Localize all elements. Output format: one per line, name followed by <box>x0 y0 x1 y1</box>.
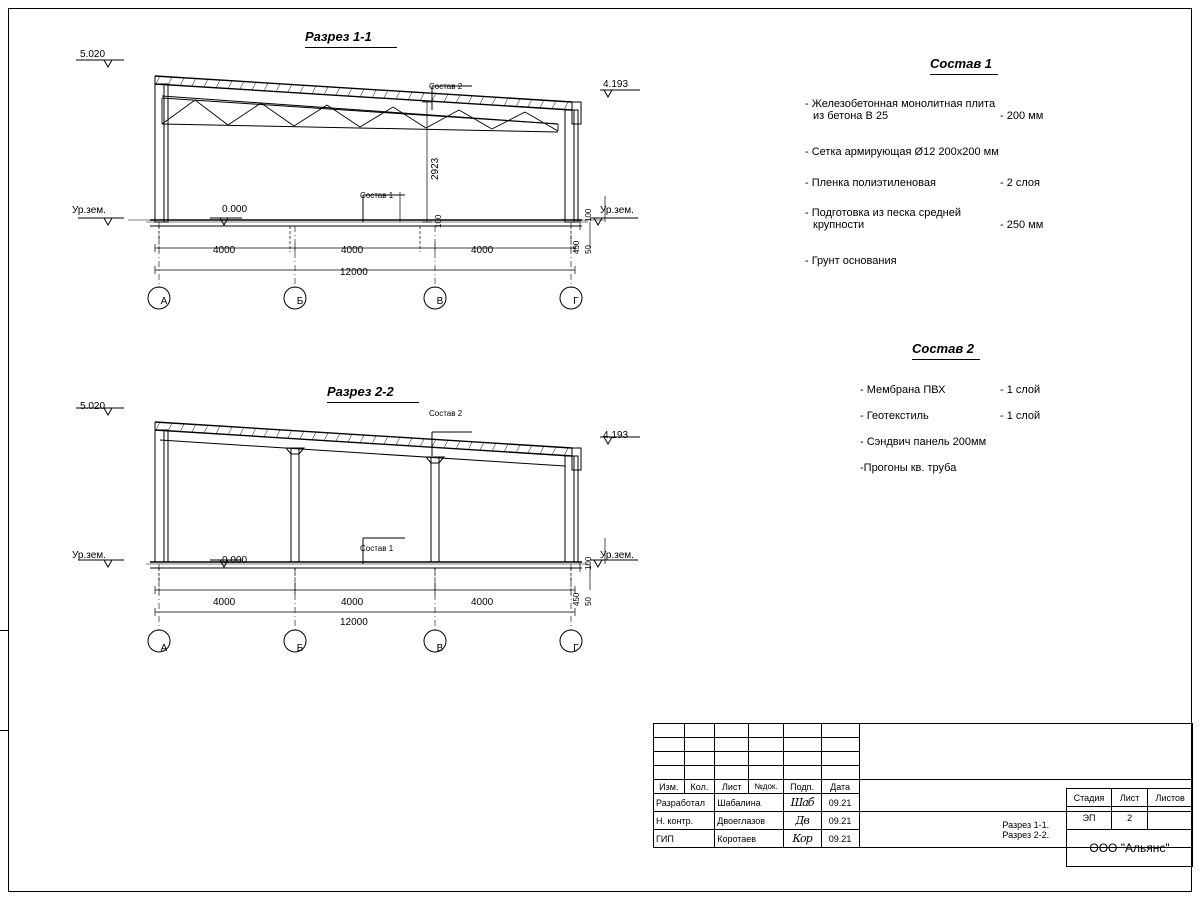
section-1-level-top-left: 5.020 <box>80 49 106 60</box>
stamp-role-developer: Разработал <box>654 794 715 812</box>
stamp-header-podp: Подп. <box>783 780 821 794</box>
stamp-empty-row <box>654 724 1193 738</box>
spec1-title: Состав 1 <box>930 55 998 75</box>
stamp-sign-controller: Дв <box>783 812 821 830</box>
left-margin-mark-2 <box>0 730 8 731</box>
stamp-header-sheets: Листов <box>1148 789 1193 807</box>
section-1-dim-100b: 100 <box>584 208 593 222</box>
section-1-dim-2923: 2923 <box>430 157 441 180</box>
stamp-sign-gip: Кор <box>783 830 821 848</box>
stamp-stage-headers <box>1067 789 1193 807</box>
spec2-item-2: - Геотекстиль - 1 слой <box>860 410 1041 422</box>
section-2-axis-g: Г <box>573 643 579 654</box>
spec1-item-3: - Пленка полиэтиленовая - 2 слоя <box>805 177 1041 189</box>
section-1-dim-span-1: 4000 <box>213 245 236 256</box>
section-2-dim-total: 12000 <box>340 617 368 628</box>
section-1-axis-b: Б <box>296 296 304 307</box>
section-2-dim-span-1: 4000 <box>213 597 236 608</box>
stamp-header-sheet: Лист <box>1111 789 1147 807</box>
title-block <box>653 723 1193 885</box>
stamp-sign-developer: Шаб <box>783 794 821 812</box>
section-1-dim-span-2: 4000 <box>341 245 364 256</box>
stamp-name-gip: Коротаев <box>715 830 783 848</box>
section-2-axis-b: Б <box>296 643 304 654</box>
section-2-level-top-right: 4.193 <box>603 430 629 441</box>
section-1-callout-sostav1: Состав 1 <box>360 191 394 200</box>
sheet-title-line1: Разрез 1-1. <box>1002 819 1050 830</box>
section-1-level-zero: 0.000 <box>222 204 248 215</box>
section-1-axis-a: А <box>160 296 168 307</box>
sheet-title-line2: Разрез 2-2. <box>1002 829 1050 840</box>
stamp-value-stage: ЭП <box>1067 807 1112 830</box>
section-2-callout-sostav1: Состав 1 <box>360 544 394 553</box>
section-2-title: Разрез 2-2 <box>327 383 419 403</box>
section-2-dim-50: 50 <box>584 597 593 606</box>
stamp-stage-values <box>1067 807 1193 830</box>
left-margin-mark-1 <box>0 630 8 631</box>
spec1-item-5: - Грунт основания <box>805 255 897 267</box>
spec1-item-2: - Сетка армирующая Ø12 200х200 мм <box>805 146 999 158</box>
stamp-header-list: Лист <box>715 780 749 794</box>
section-1-level-top-right: 4.193 <box>603 79 629 90</box>
section-1-dim-total: 12000 <box>340 267 368 278</box>
section-2-axis-a: А <box>160 643 168 654</box>
stamp-company: ООО "Альянс" <box>1067 830 1193 867</box>
section-1-ground-right: Ур.зем. <box>600 205 634 216</box>
section-2-dim-span-3: 4000 <box>471 597 494 608</box>
section-1-ground-left: Ур.зем. <box>72 205 106 216</box>
section-1-dim-span-3: 4000 <box>471 245 494 256</box>
stamp-header-kol: Кол. <box>684 780 715 794</box>
stamp-header-izm: Изм. <box>654 780 685 794</box>
section-1-dim-50: 50 <box>584 245 593 254</box>
section-2-axis-v: В <box>436 643 444 654</box>
section-2-ground-left: Ур.зем. <box>72 550 106 561</box>
stamp-date-gip: 09.21 <box>821 830 859 848</box>
stamp-header-stage: Стадия <box>1067 789 1112 807</box>
stamp-name-developer: Шабалина <box>715 794 783 812</box>
stamp-role-gip: ГИП <box>654 830 715 848</box>
spec2-item-4: -Прогоны кв. труба <box>860 462 957 474</box>
stamp-value-sheet: 2 <box>1111 807 1147 830</box>
spec1-item-1: - Железобетонная монолитная плита из бетона В 25 - 200 мм <box>805 98 1044 122</box>
section-2-dim-100: 100 <box>584 556 593 570</box>
stamp-name-controller: Двоеглазов <box>715 812 783 830</box>
section-1-axis-g: Г <box>573 296 579 307</box>
section-2-dim-span-2: 4000 <box>341 597 364 608</box>
section-2-ground-right: Ур.зем. <box>600 550 634 561</box>
section-2-level-top-left: 5.020 <box>80 401 106 412</box>
section-1-dim-100: 100 <box>434 214 443 228</box>
section-1-title: Разрез 1-1 <box>305 28 397 48</box>
stamp-header-ndok: №док. <box>749 780 783 794</box>
spec2-item-1: - Мембрана ПВХ - 1 слой <box>860 384 1041 396</box>
stamp-value-sheets <box>1148 807 1193 830</box>
stamp-date-controller: 09.21 <box>821 812 859 830</box>
section-1-dim-450: 450 <box>572 240 581 254</box>
spec2-title: Состав 2 <box>912 340 980 360</box>
stamp-header-data: Дата <box>821 780 859 794</box>
stamp-stage-block <box>1066 788 1193 867</box>
section-1-axis-v: В <box>436 296 444 307</box>
spec2-item-3: - Сэндвич панель 200мм <box>860 436 987 448</box>
section-2-callout-sostav2: Состав 2 <box>429 409 463 418</box>
stamp-role-controller: Н. контр. <box>654 812 715 830</box>
stamp-date-developer: 09.21 <box>821 794 859 812</box>
stamp-company-row <box>1067 830 1193 867</box>
spec1-item-4: - Подготовка из песка средней крупности - 250 мм <box>805 207 1044 231</box>
section-1-callout-sostav2: Состав 2 <box>429 82 463 91</box>
section-2-level-zero: 0.000 <box>222 555 248 566</box>
section-2-dim-450: 450 <box>572 592 581 606</box>
